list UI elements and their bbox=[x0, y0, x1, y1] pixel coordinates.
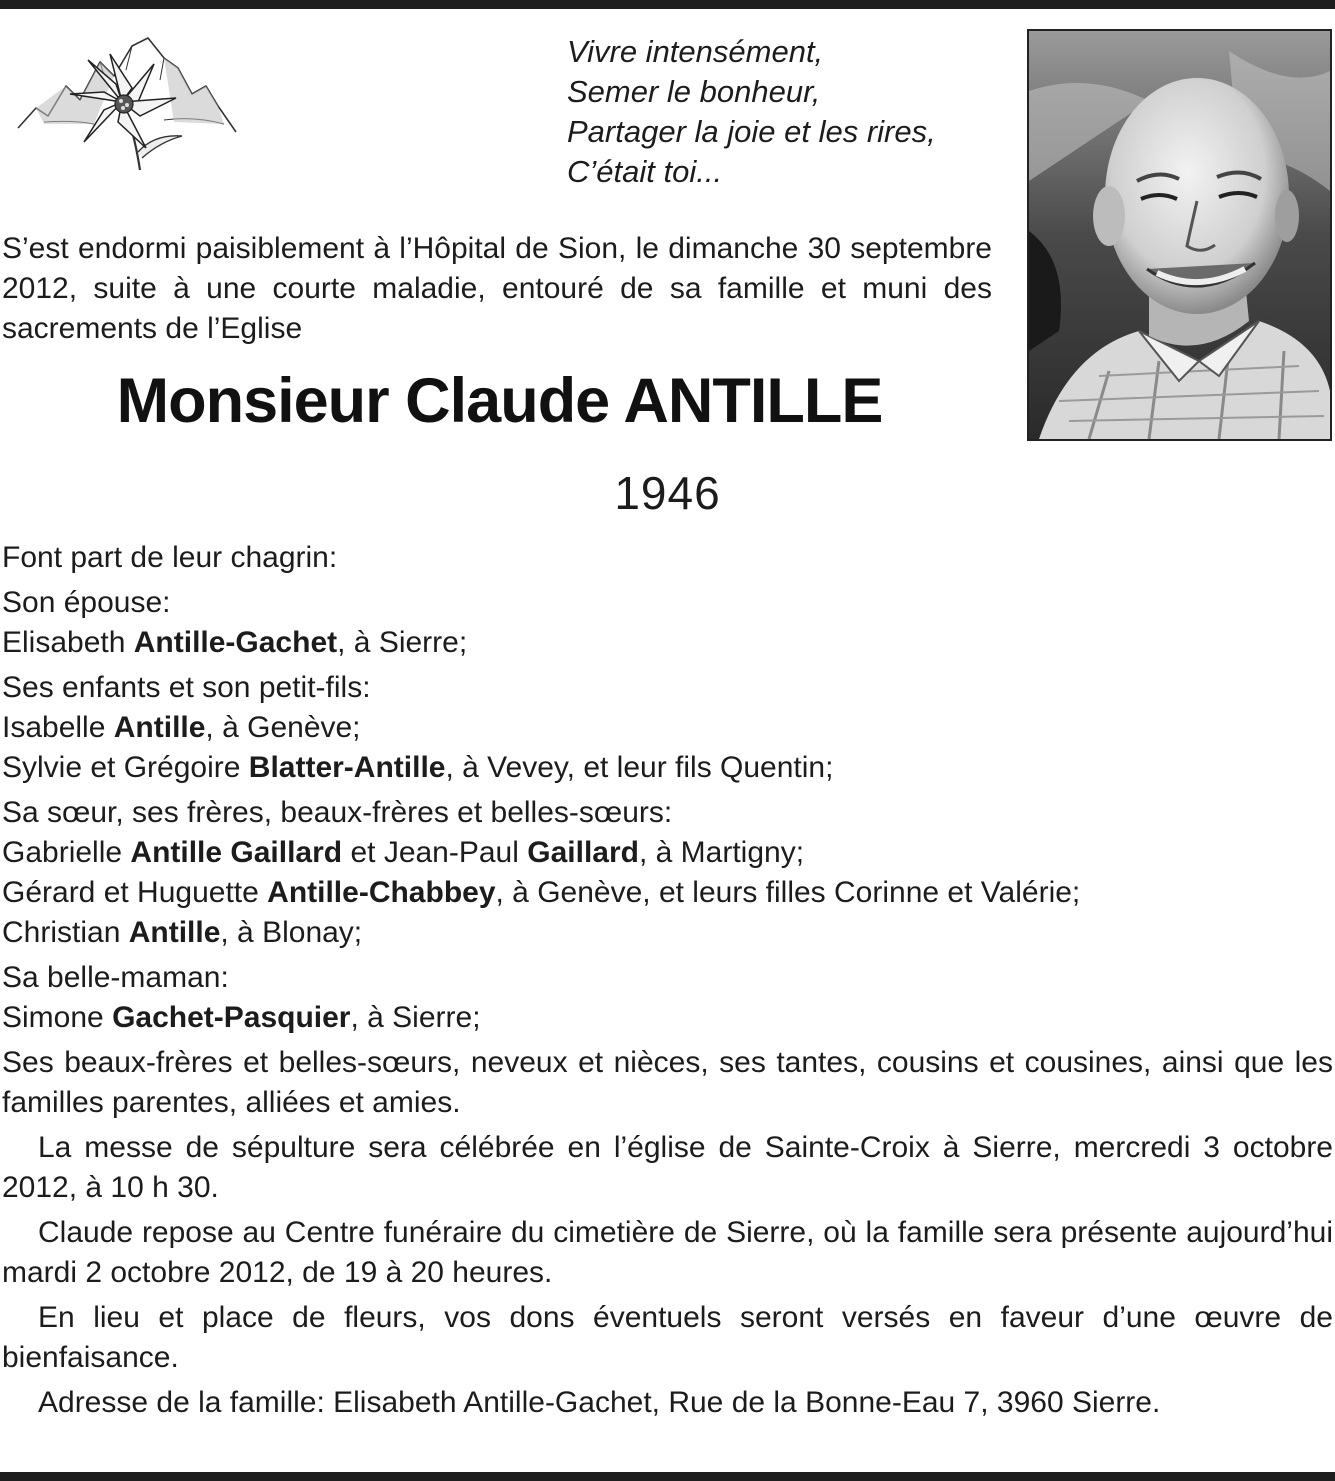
viewing-notice: Claude repose au Centre funéraire du cimetière de Sierre, où la famille sera présente aujourd’hui mardi 2 octobre 2012, de 19 à 20 heures. bbox=[2, 1216, 1333, 1289]
extended-family: Ses beaux-frères et belles-sœurs, neveux et nièces, ses tantes, cousins et cousines, ainsi que les familles parentes, alliées et amies. bbox=[2, 1046, 1333, 1119]
sibling-entry: Christian Antille, à Blonay; bbox=[2, 916, 363, 949]
deceased-name: Monsieur Claude ANTILLE bbox=[116, 366, 883, 436]
spouse-entry: Elisabeth Antille-Gachet, à Sierre; bbox=[2, 626, 468, 659]
edelweiss-icon bbox=[14, 24, 242, 172]
announcement-block bbox=[2, 538, 1333, 578]
family-address: Adresse de la famille: Elisabeth Antille-Gachet, Rue de la Bonne-Eau 7, 3960 Sierre. bbox=[38, 1386, 1161, 1419]
birth-year: 1946 bbox=[614, 467, 721, 519]
flowers-notice: En lieu et place de fleurs, vos dons éventuels seront versés en faveur d’une œuvre de bienfaisance. bbox=[2, 1301, 1333, 1374]
bottom-rule bbox=[0, 1472, 1335, 1481]
siblings-block bbox=[2, 793, 1333, 953]
mother-in-law-heading: Sa belle-maman: bbox=[2, 961, 229, 994]
top-rule bbox=[0, 0, 1335, 9]
intro-text: S’est endormi paisiblement à l’Hôpital de Sion, le dimanche 30 septembre 2012, suite à une courte maladie, entouré de sa famille et muni des sacrements de l’Eglise bbox=[2, 232, 992, 345]
siblings-heading: Sa sœur, ses frères, beaux-frères et belles-sœurs: bbox=[2, 796, 673, 829]
obituary-body bbox=[2, 538, 1333, 1428]
children-heading: Ses enfants et son petit-fils: bbox=[2, 671, 371, 704]
announcement: Font part de leur chagrin: bbox=[2, 541, 338, 574]
mass-notice: La messe de sépulture sera célébrée en l’église de Sainte-Croix à Sierre, mercredi 3 octobre 2012, à 10 h 30. bbox=[2, 1131, 1333, 1204]
child-entry: Isabelle Antille, à Genève; bbox=[2, 711, 361, 744]
child-entry: Sylvie et Grégoire Blatter-Antille, à Vevey, et leur fils Quentin; bbox=[2, 751, 834, 784]
mother-in-law-block bbox=[2, 958, 1333, 1038]
children-block bbox=[2, 668, 1333, 788]
poem-line: Vivre intensément, bbox=[567, 34, 824, 69]
sibling-entry: Gérard et Huguette Antille-Chabbey, à Genève, et leurs filles Corinne et Valérie; bbox=[2, 876, 1081, 909]
poem-line: C’était toi... bbox=[567, 154, 723, 189]
sibling-entry: Gabrielle Antille Gaillard et Jean-Paul Gaillard, à Martigny; bbox=[2, 836, 805, 869]
portrait-photo bbox=[1027, 29, 1332, 441]
spouse-heading: Son épouse: bbox=[2, 586, 171, 619]
poem bbox=[567, 32, 1007, 192]
poem-line: Semer le bonheur, bbox=[567, 74, 821, 109]
poem-line: Partager la joie et les rires, bbox=[567, 114, 936, 149]
mother-in-law-entry: Simone Gachet-Pasquier, à Sierre; bbox=[2, 1001, 481, 1034]
spouse-block bbox=[2, 583, 1333, 663]
